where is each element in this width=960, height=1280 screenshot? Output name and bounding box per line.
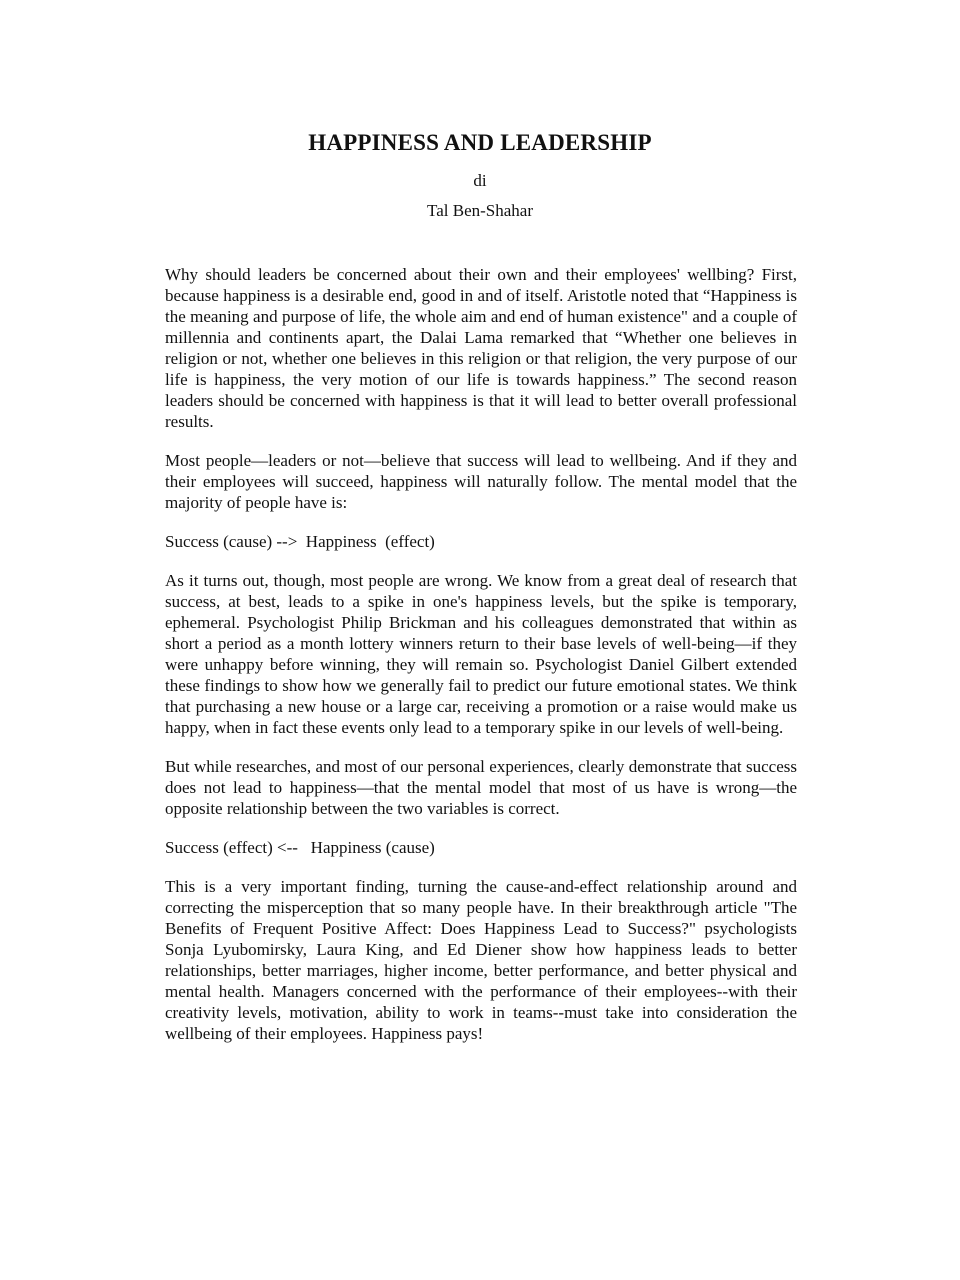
byline-word: di [473,171,487,190]
paragraph-mental-model: Most people—leaders or not—believe that success will lead to wellbeing. And if they and their employees will succeed, happiness will naturally follow. The mental model that the majority of people have is: [165,451,797,512]
paragraph-research: As it turns out, though, most people are wrong. We know from a great deal of research that success, at best, leads to a spike in one's happiness levels, but the spike is temporary, ephemeral. Psychologist Philip Brickman and his colleagues demonstrated that within as short a period as a month lottery winners return to their base levels of well-being—if they were unhappy before winning, they will remain so. Psychologist Daniel Gilbert extended these findings to show how we generally fail to predict our future emotional states. We think that purchasing a new house or a large car, receiving a promotion or a raise would make us happy, when in fact these events only lead to a temporary spike in our levels of well-being. [165,571,797,737]
formula-happiness-causes-success: Success (effect) <-- Happiness (cause) [165,838,435,857]
document-title: HAPPINESS AND LEADERSHIP [308,130,652,155]
document-body [165,264,797,1062]
paragraph-conclusion: This is a very important finding, turning the cause-and-effect relationship around and correcting the misperception that so many people have. In their breakthrough article "The Benefits of Frequent Positive Affect: Does Happiness Lead to Success?" psychologists Sonja Lyubomirsky, Laura King, and Ed Diener show how happiness leads to better relationships, better marriages, higher income, better performance, and better physical and mental health. Managers concerned with the performance of their employees--with their creativity levels, motivation, ability to work in teams--must take into consideration the wellbeing of their employees. Happiness pays! [165,877,797,1043]
paragraph-opposite-relationship: But while researches, and most of our personal experiences, clearly demonstrate that success does not lead to happiness—that the mental model that most of us have is wrong—the opposite relationship between the two variables is correct. [165,757,797,818]
paragraph-intro: Why should leaders be concerned about their own and their employees' wellbing? First, because happiness is a desirable end, good in and of itself. Aristotle noted that “Happiness is the meaning and purpose of life, the whole aim and end of human existence" and a couple of millennia and continents apart, the Dalai Lama remarked that “Whether one believes in religion or not, whether one believes in this religion or that religion, the very purpose of our life is happiness, the very motion of our life is towards happiness.” The second reason leaders should be concerned with happiness is that it will lead to better overall professional results. [165,265,797,431]
author-name: Tal Ben-Shahar [427,201,533,220]
formula-success-causes-happiness: Success (cause) --> Happiness (effect) [165,532,435,551]
